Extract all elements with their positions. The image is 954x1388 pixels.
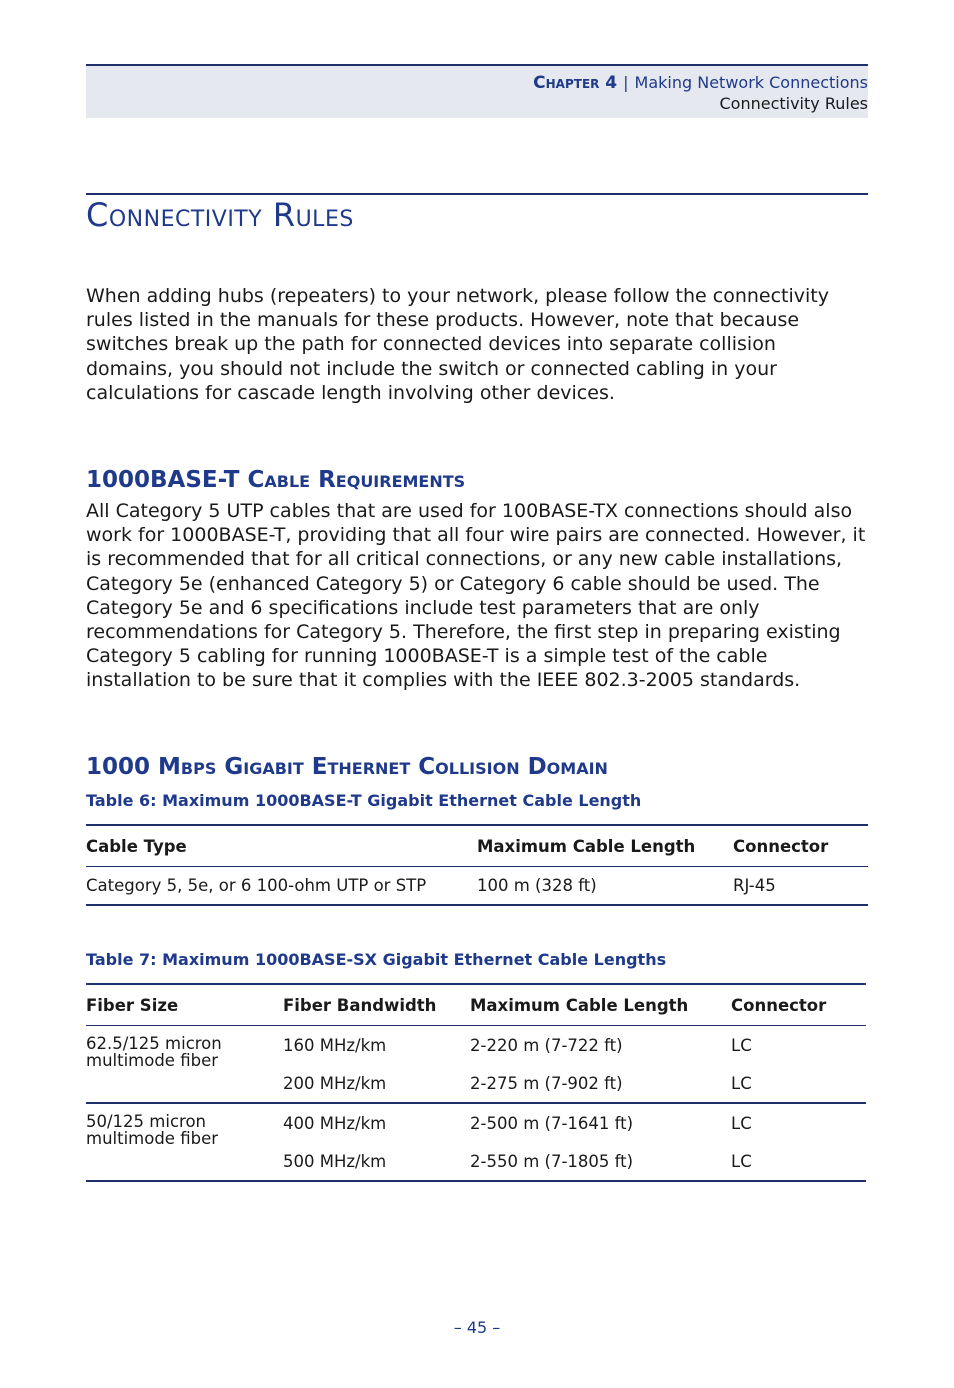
table6-cell-cable-type: Category 5, 5e, or 6 100-ohm UTP or STP [86,876,427,895]
table7-header-connector: Connector [731,995,827,1015]
table7-group-50 [86,1103,866,1181]
table6-caption: Table 6: Maximum 1000BASE-T Gigabit Ethernet Cable Length [86,791,642,810]
table7-caption: Table 7: Maximum 1000BASE-SX Gigabit Ethernet Cable Lengths [86,950,667,969]
table7-cell-bandwidth: 500 MHz/km [283,1151,387,1171]
table-row [86,867,868,906]
table7-header-max-length: Maximum Cable Length [470,995,689,1015]
table7-group-62-5 [86,1026,866,1104]
table7-header-row [86,984,866,1026]
table6-cell-connector: RJ-45 [733,876,776,895]
intro-paragraph: When adding hubs (repeaters) to your network, please follow the connectivity rules listed in the manuals for these products. However, note that because switches break up the path for connected devices into separate collision domains, you should not include the switch or connected cabling in your calculations for cascade length involving other devices. [86,285,830,404]
cable-requirements-paragraph: All Category 5 UTP cables that are used for 100BASE-TX connections should also work for 1000BASE-T, providing that all four wire pairs are connected. However, it is recommended that for all critical connections, or any new cable installations, Category 5e (enhanced Category 5) or Category 6 cable should be used. The Category 5e and 6 specifications include test parameters that are only recommendations for Category 5. Therefore, the first step in preparing existing Category 5 cabling for running 1000BASE-T is a simple test of the cable installation to be sure that it complies with the IEEE 802.3-2005 standards. [86,500,866,692]
table7-cell-max-length: 2-220 m (7-722 ft) [470,1035,623,1055]
table7-header-fiber-size: Fiber Size [86,995,179,1015]
page-title: Connectivity Rules [86,196,354,234]
table7 [86,983,866,1182]
table-row [86,1026,866,1065]
table7-cell-max-length: 2-500 m (7-1641 ft) [470,1113,634,1133]
table7-cell-connector: LC [731,1073,752,1093]
header-section: Connectivity Rules [719,94,868,113]
table6-cell-max-length: 100 m (328 ft) [477,876,597,895]
table6 [86,824,868,906]
table6-header-cable-type: Cable Type [86,836,187,856]
table7-cell-max-length: 2-550 m (7-1805 ft) [470,1151,634,1171]
running-header [86,64,868,118]
header-separator: | [623,73,629,92]
table7-cell-fiber-size: 62.5/125 micron multimode fiber [86,1034,222,1070]
header-chapter-title: Making Network Connections [634,73,868,92]
page-number: – 45 – [453,1318,501,1337]
table6-header-row [86,825,868,867]
section-heading-cable-requirements: 1000BASE-T Cable Requirements [86,467,466,493]
table-row [86,1103,866,1142]
table7-cell-bandwidth: 160 MHz/km [283,1035,387,1055]
header-chapter: Chapter 4 [533,73,618,93]
table7-cell-connector: LC [731,1035,752,1055]
header-chapter-line [533,73,868,93]
table6-header-max-length: Maximum Cable Length [477,836,696,856]
table7-cell-fiber-size: 50/125 micron multimode fiber [86,1112,219,1148]
table7-cell-connector: LC [731,1113,752,1133]
table7-cell-max-length: 2-275 m (7-902 ft) [470,1073,623,1093]
table6-header-connector: Connector [733,836,829,856]
table7-cell-connector: LC [731,1151,752,1171]
title-rule [86,193,868,195]
table7-cell-bandwidth: 200 MHz/km [283,1073,387,1093]
table7-cell-bandwidth: 400 MHz/km [283,1113,387,1133]
table7-header-fiber-bandwidth: Fiber Bandwidth [283,995,437,1015]
section-heading-collision-domain: 1000 Mbps Gigabit Ethernet Collision Domain [86,754,608,780]
